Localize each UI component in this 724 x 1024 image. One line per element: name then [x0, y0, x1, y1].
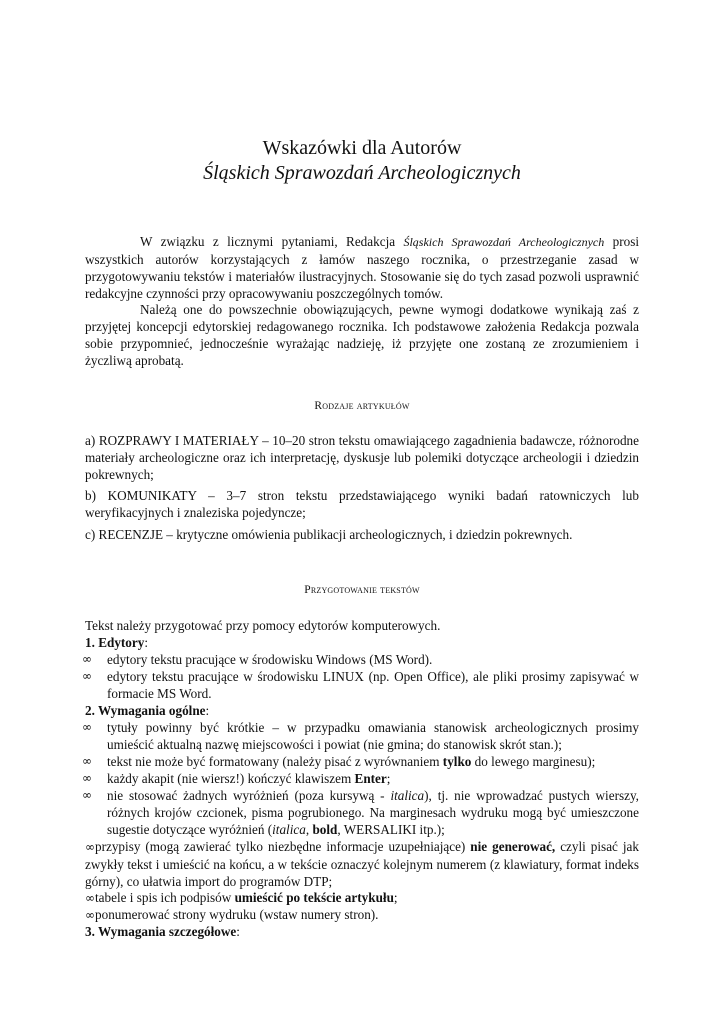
subheading-general-requirements: 2. Wymagania ogólne:	[85, 703, 210, 718]
article-type-a: a) ROZPRAWY I MATERIAŁY – 10–20 stron tekstu omawiającego zagadnienia badawcze, różnorodne materiały archeologiczne oraz ich interpretację, dyskusje lub polemiki dotyczące archeologii i dziedzin pokrewnych;	[85, 433, 639, 482]
subheading-detailed-requirements: 3. Wymagania szczegółowe:	[85, 924, 240, 939]
infinity-bullet-icon: ∞	[85, 840, 95, 854]
list-item: ∞ edytory tekstu pracujące w środowisku LINUX (np. Open Office), ale pliki prosimy zapisywać w formacie MS Word.	[82, 669, 639, 701]
journal-title: Śląskich Sprawozdań Archeologicznych	[203, 162, 521, 184]
infinity-bullet-icon: ∞	[82, 754, 92, 768]
list-item: ∞ edytory tekstu pracujące w środowisku Windows (MS Word).	[82, 652, 433, 667]
infinity-bullet-icon: ∞	[85, 908, 95, 922]
section-heading-text-preparation: Przygotowanie tekstów	[304, 584, 420, 596]
subheading-editors: 1. Edytory:	[85, 635, 149, 650]
list-item: ∞ nie stosować żadnych wyróżnień (poza kursywą - italica), tj. nie wprowadzać pustych wierszy, różnych krojów czcionek, pisma pogrubionego. Na marginesach wydruku mogą być umieszczone sugestie dotyczące wyróżnień (italica, bold, WERSALIKI itp.);	[82, 788, 639, 837]
journal-name-italic: Śląskich Sprawozdań Archeologicznych	[403, 235, 605, 249]
intro-paragraph-1: W związku z licznymi pytaniami, Redakcja Śląskich Sprawozdań Archeologicznych prosi wszystkich autorów korzystających z łamów naszego rocznika, o przestrzeganie zasad w przygotowywaniu tekstów i materiałów ilustracyjnych. Stosowanie się do tych zasad pozwoli usprawnić redakcyjne czynności przy opracowywaniu poszczególnych tomów.	[85, 234, 640, 301]
article-type-b: b) KOMUNIKATY – 3–7 stron tekstu przedstawiającego wyniki badań ratowniczych lub weryfikacyjnych i znaleziska pojedyncze;	[85, 488, 639, 520]
infinity-bullet-icon: ∞	[82, 771, 92, 785]
document-title: Wskazówki dla Autorów	[262, 137, 462, 159]
infinity-bullet-icon: ∞	[82, 720, 92, 734]
list-item: ∞ tekst nie może być formatowany (należy pisać z wyrównaniem tylko do lewego marginesu);	[82, 754, 596, 769]
infinity-bullet-icon: ∞	[85, 891, 95, 905]
section-heading-article-types: Rodzaje artykułów	[314, 400, 410, 412]
intro-paragraph-2: Należą one do powszechnie obowiązujących, pewne wymogi dodatkowe wynikają zaś z przyjętej koncepcji edytorskiej redagowanego rocznika. Ich podstawowe założenia Redakcja pozwala sobie przypomnieć, jednocześnie wyrażając nadzieję, iż przyjęte one zostaną ze zrozumieniem i życzliwą aprobatą.	[85, 302, 639, 368]
list-item: ∞ponumerować strony wydruku (wstaw numery stron).	[85, 907, 379, 922]
list-item: ∞przypisy (mogą zawierać tylko niezbędne informacje uzupełniające) nie generować, czyli pisać jak zwykły tekst i umieścić na końcu, a w tekście oznaczyć kolejnym numerem (z klawiatury, format indeks górny), co ułatwia import do programów DTP;	[85, 839, 639, 889]
infinity-bullet-icon: ∞	[82, 669, 92, 683]
list-item: ∞ każdy akapit (nie wiersz!) kończyć klawiszem Enter;	[82, 771, 391, 786]
lead-text: Tekst należy przygotować przy pomocy edytorów komputerowych.	[85, 618, 441, 633]
list-item: ∞ tytuły powinny być krótkie – w przypadku omawiania stanowisk archeologicznych prosimy umieścić aktualną nazwę miejscowości i powiat (nie gmina; do stanowisk skrót stan.);	[82, 720, 639, 752]
list-item: ∞tabele i spis ich podpisów umieścić po tekście artykułu;	[85, 890, 398, 905]
infinity-bullet-icon: ∞	[82, 652, 92, 666]
infinity-bullet-icon: ∞	[82, 788, 92, 802]
article-type-c: c) RECENZJE – krytyczne omówienia publikacji archeologicznych, i dziedzin pokrewnych.	[85, 527, 573, 542]
